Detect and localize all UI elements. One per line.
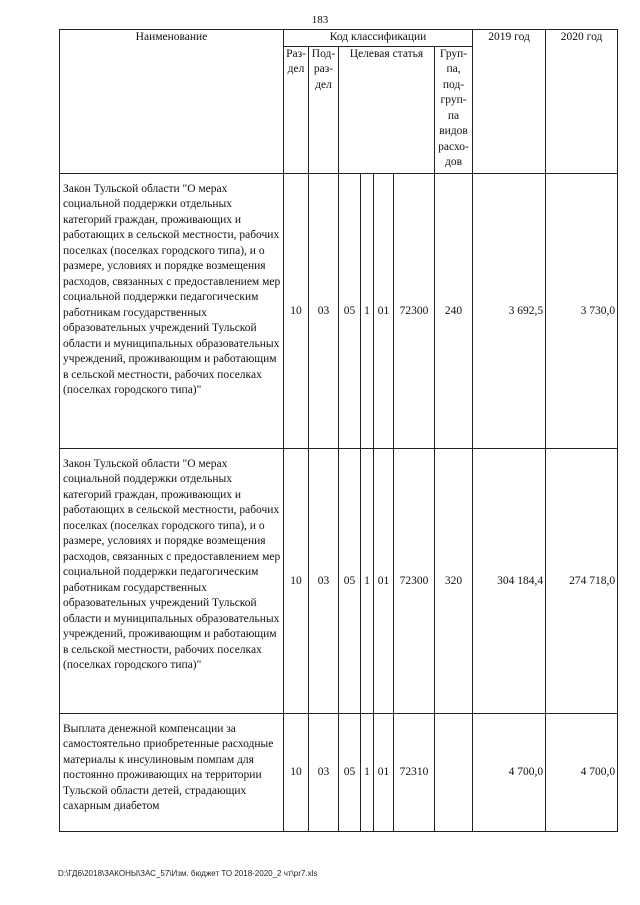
row-section: 10 [284,448,309,713]
header-subsection: Под- раз- дел [309,46,339,173]
row-target-direction: 72300 [394,173,435,448]
header-expense-group: Груп- па, под- груп- па видов расхо- дов [435,46,473,173]
row-name: Выплата денежной компенсации за самостоятельно приобретенные расходные материалы к инсулиновым помпам для постоянно проживающих на территории Тульской области детей, страдающих сахарным диабетом [60,713,284,831]
header-year-2020: 2020 год [546,30,618,174]
row-target-program: 05 [339,713,361,831]
row-amount-2019: 3 692,5 [473,173,546,448]
row-target-subprogram: 1 [361,448,374,713]
row-amount-2020: 3 730,0 [546,173,618,448]
row-expense-group: 240 [435,173,473,448]
row-target-program: 05 [339,173,361,448]
header-section: Раз- дел [284,46,309,173]
row-target-subprogram: 1 [361,173,374,448]
header-year-2019: 2019 год [473,30,546,174]
row-section: 10 [284,173,309,448]
row-subsection: 03 [309,173,339,448]
row-subsection: 03 [309,713,339,831]
row-amount-2020: 274 718,0 [546,448,618,713]
row-target-event: 01 [374,713,394,831]
header-name: Наименование [60,30,284,174]
file-path-footer: D:\ГД6\2018\ЗАКОНЫ\ЗАС_57\Изм. бюджет ТО 2018-2020_2 чт\pr7.xls [58,869,318,878]
row-section: 10 [284,713,309,831]
budget-table [59,29,618,832]
row-amount-2019: 304 184,4 [473,448,546,713]
table-row [60,713,618,831]
row-target-event: 01 [374,173,394,448]
row-target-program: 05 [339,448,361,713]
row-target-subprogram: 1 [361,713,374,831]
row-name: Закон Тульской области "О мерах социальной поддержки отдельных категорий граждан, проживающих и работающих в сельской местности, рабочих поселках (поселках городского типа), и о размере, условиях и порядке возмещения расходов, связанных с предоставлением мер социальной поддержки педагогическим работникам государственных образовательных учреждений Тульской области и муниципальных образовательных учреждений, проживающим и работающим в сельской местности, рабочих поселках (поселках городского типа)" [60,448,284,713]
row-expense-group [435,713,473,831]
table-row [60,448,618,713]
row-expense-group: 320 [435,448,473,713]
row-amount-2020: 4 700,0 [546,713,618,831]
row-name: Закон Тульской области "О мерах социальной поддержки отдельных категорий граждан, проживающих и работающих в сельской местности, рабочих поселках (поселках городского типа), и о размере, условиях и порядке возмещения расходов, связанных с предоставлением мер социальной поддержки педагогическим работникам государственных образовательных учреждений Тульской области и муниципальных образовательных учреждений, проживающим и работающим в сельской местности, рабочих поселках (поселках городского типа)" [60,173,284,448]
row-target-direction: 72300 [394,448,435,713]
row-target-event: 01 [374,448,394,713]
header-target-article: Целевая статья [339,46,435,173]
header-classification-code: Код классификации [284,30,473,47]
row-subsection: 03 [309,448,339,713]
table-row [60,173,618,448]
row-amount-2019: 4 700,0 [473,713,546,831]
page-number: 183 [311,14,329,26]
row-target-direction: 72310 [394,713,435,831]
